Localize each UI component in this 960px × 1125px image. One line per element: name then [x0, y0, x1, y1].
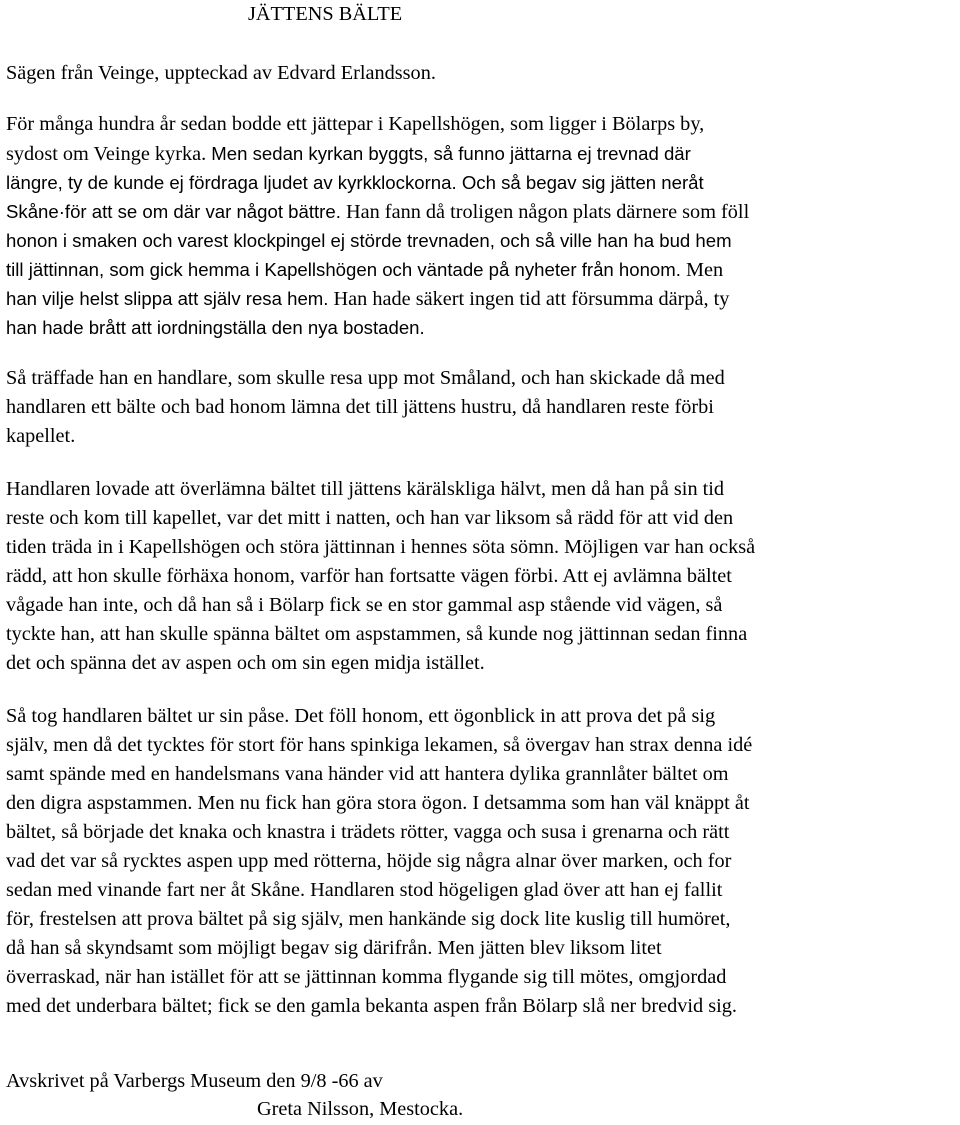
text-span: Skåne·för att se om där var något bättre. [6, 201, 341, 222]
text-span: Men sedan kyrkan byggts, så funno jättarna ej trevnad där [211, 143, 691, 164]
paragraph-line: Handlaren lovade att överlämna bältet till jättens kärälskliga hälvt, men då han på sin tid [6, 478, 725, 500]
paragraph-line: överraskad, när han istället för att se jättinnan komma flygande sig till mötes, omgjordad [6, 966, 727, 988]
text-span: till jättinnan, som gick hemma i Kapellshögen och väntade på nyheter från honom. [6, 259, 681, 280]
text-span: Men [686, 259, 724, 281]
text-span: Han fann då troligen någon plats därnere som föll [345, 201, 750, 223]
paragraph-line [6, 139, 691, 169]
paragraph-line: den digra aspstammen. Men nu fick han göra stora ögon. I detsamma som han väl knäppt åt [6, 792, 750, 814]
paragraph-line: reste och kom till kapellet, var det mitt i natten, och han var liksom så rädd för att vid den [6, 507, 734, 529]
document-subtitle: Sägen från Veinge, uppteckad av Edvard Erlandsson. [6, 62, 436, 84]
paragraph-line: kapellet. [6, 425, 76, 447]
document-title: JÄTTENS BÄLTE [248, 3, 403, 25]
paragraph-line: han hade brått att iordningställa den nya bostaden. [6, 317, 425, 338]
paragraph-line: handlaren ett bälte och bad honom lämna det till jättens hustru, då handlaren reste förbi [6, 396, 714, 418]
paragraph-line [6, 168, 704, 197]
paragraph-line: det och spänna det av aspen och om sin egen midja istället. [6, 652, 485, 674]
paragraph-line: tiden träda in i Kapellshögen och störa jättinnan i hennes söta sömn. Möjligen var han också [6, 536, 756, 558]
paragraph-line: honon i smaken och varest klockpingel ej störde trevnaden, och så ville han ha bud hem [6, 230, 732, 251]
paragraph-line: sedan med vinande fart ner åt Skåne. Handlaren stod högeligen glad över att han ej fallit [6, 879, 723, 901]
transcription-note: Avskrivet på Varbergs Museum den 9/8 -66 av [6, 1070, 383, 1092]
paragraph-line [6, 284, 729, 314]
transcriber-signature: Greta Nilsson, Mestocka. [257, 1098, 464, 1120]
text-span: Han hade säkert ingen tid att försumma därpå, ty [333, 288, 730, 310]
paragraph-line: rädd, att hon skulle förhäxa honom, varför han fortsatte vägen förbi. Att ej avlämna bältet [6, 565, 732, 587]
text-span: Och så begav sig jätten neråt [461, 172, 704, 193]
paragraph-line: samt spände med en handelsmans vana händer vid att hantera dylika grannlåter bältet om [6, 763, 729, 785]
paragraph-line: vågade han inte, och då han så i Bölarp fick se en stor gammal asp stående vid vägen, så [6, 594, 723, 616]
paragraph-line: bältet, så började det knaka och knastra i trädets rötter, vagga och susa i grenarna och rätt [6, 821, 730, 843]
paragraph-line: Så träffade han en handlare, som skulle resa upp mot Småland, och han skickade då med [6, 367, 725, 389]
paragraph-line: tyckte han, att han skulle spänna bältet om aspstammen, så kunde nog jättinnan sedan finna [6, 623, 748, 645]
paragraph-line [6, 197, 749, 227]
text-span: sydost om Veinge kyrka. [6, 143, 207, 165]
paragraph-line [6, 255, 723, 285]
paragraph-line: vad det var så rycktes aspen upp med rötterna, höjde sig några alnar över marken, och for [6, 850, 732, 872]
paragraph-line: själv, men då det tycktes för stort för hans spinkiga lekamen, så övergav han strax denna idé [6, 734, 753, 756]
paragraph-line: med det underbara bältet; fick se den gamla bekanta aspen från Bölarp slå ner bredvid sig. [6, 995, 737, 1017]
paragraph-line: För många hundra år sedan bodde ett jättepar i Kapellshögen, som ligger i Bölarps by, [6, 113, 705, 135]
paragraph-line: då han så skyndsamt som möjligt begav sig därifrån. Men jätten blev liksom litet [6, 937, 662, 959]
paragraph-line: för, frestelsen att prova bältet på sig själv, men hankände sig dock lite kuslig till humöret, [6, 908, 731, 930]
paragraph-line: Så tog handlaren bältet ur sin påse. Det föll honom, ett ögonblick in att prova det på sig [6, 705, 716, 727]
text-span: längre, ty de kunde ej fördraga ljudet av kyrkklockorna. [6, 172, 457, 193]
text-span: han vilje helst slippa att själv resa hem. [6, 288, 329, 309]
